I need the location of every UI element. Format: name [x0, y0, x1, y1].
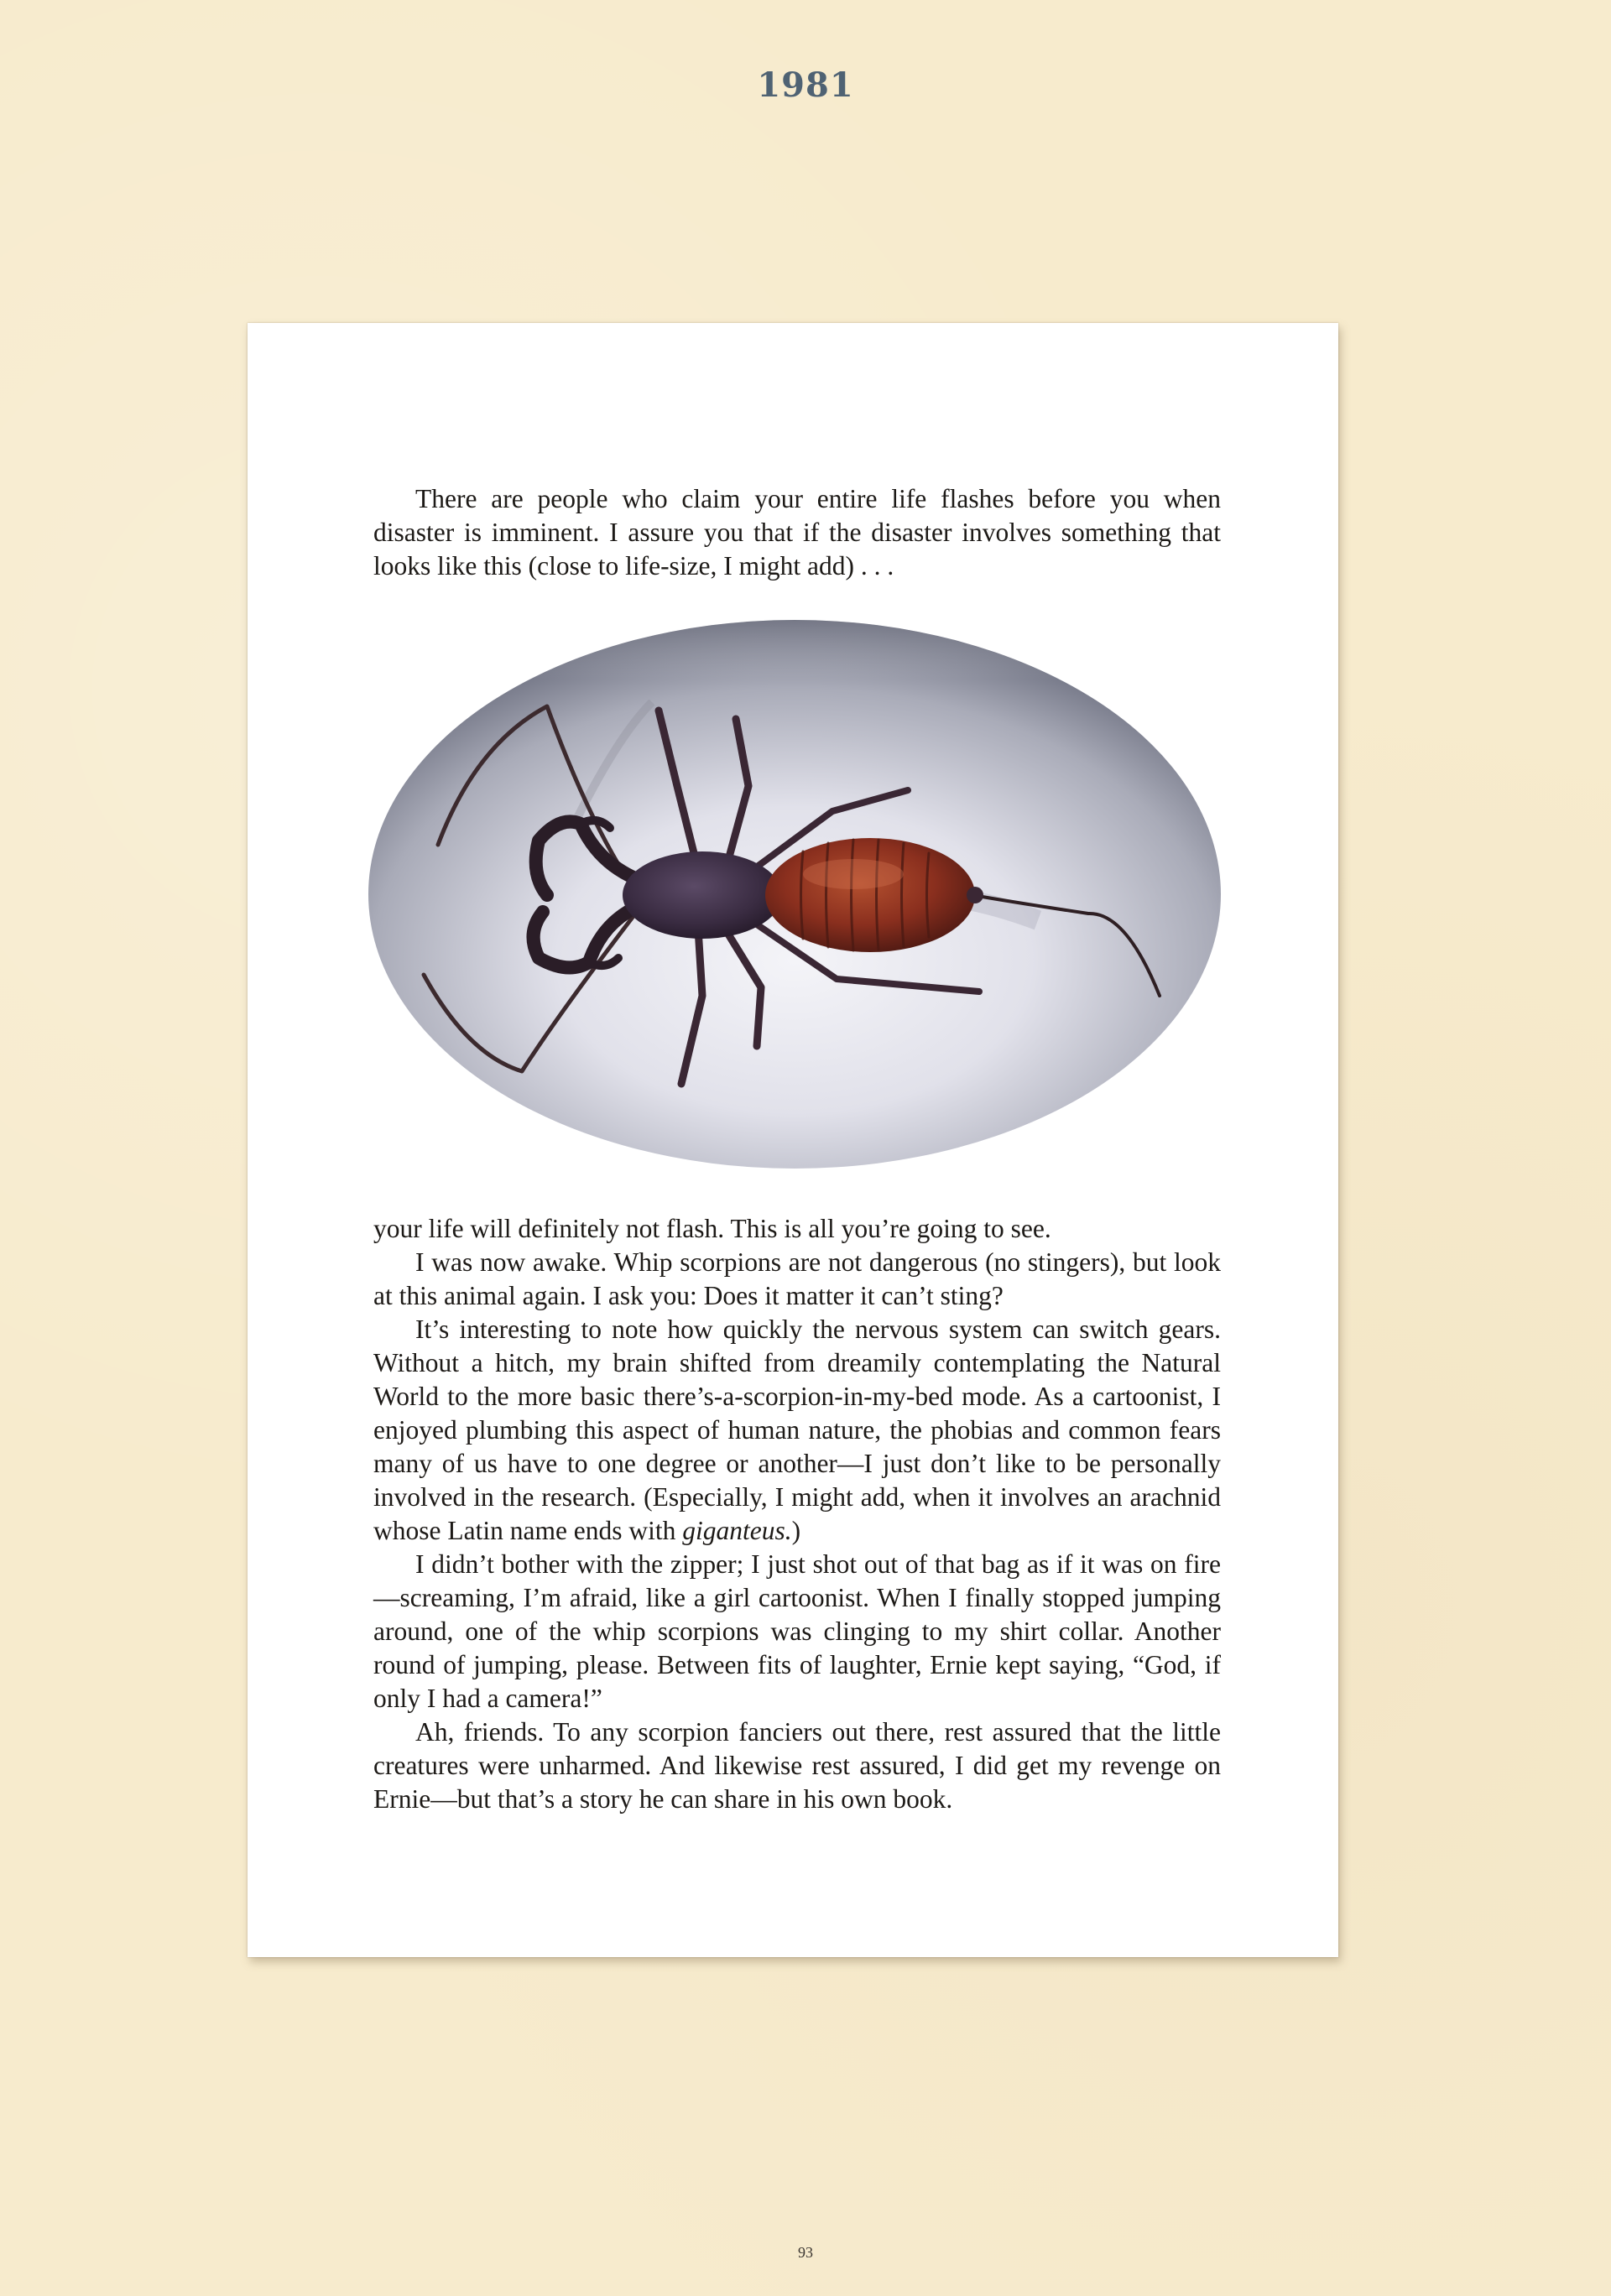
page-year-heading: 1981: [757, 65, 854, 105]
content-card: [248, 323, 1338, 1957]
intro-text: There are people who claim your entire life flashes before you when disaster is imminent. I assure you that if the disaster involves something that looks like this (close to life-size, I might add) . . .: [373, 484, 1221, 581]
whip-scorpion-photo: [367, 618, 1223, 1170]
body-paragraph-3: [373, 1313, 1221, 1548]
page-number: 93: [798, 2244, 813, 2261]
body-paragraph-4: I didn’t bother with the zipper; I just shot out of that bag as if it was on fire—screaming, I’m afraid, like a girl cartoonist. When I finally stopped jumping around, one of the whip scorpions was clinging to my shirt collar. Another round of jumping, please. Between fits of laughter, Ernie kept saying, “God, if only I had a camera!”: [373, 1549, 1221, 1713]
body-paragraph-5: Ah, friends. To any scorpion fanciers out there, rest assured that the little creatures were unharmed. And likewise rest assured, I did get my revenge on Ernie—but that’s a story he can share in his own book.: [373, 1717, 1221, 1814]
body-paragraph-3-close: ): [791, 1516, 801, 1545]
intro-paragraph: [373, 482, 1221, 583]
body-text: [373, 1212, 1221, 1816]
latin-name-emphasis: giganteus.: [682, 1516, 792, 1545]
body-paragraph-1: your life will definitely not flash. This is all you’re going to see.: [373, 1214, 1051, 1243]
body-paragraph-3-text: It’s interesting to note how quickly the nervous system can switch gears. Without a hitch, my brain shifted from dreamily contemplating the Natural World to the more basic there’s-a-scorpion-in-my-bed mode. As a cartoonist, I enjoyed plumbing this aspect of human nature, the phobias and common fears many of us have to one degree or another—I just don’t like to be personally involved in the research. (Especially, I might add, when it involves an arachnid whose Latin name ends with: [373, 1315, 1221, 1545]
cephalothorax: [623, 851, 782, 939]
abdomen: [765, 838, 975, 952]
body-paragraph-2: I was now awake. Whip scorpions are not dangerous (no stingers), but look at this animal again. I ask you: Does it matter it can’t sting?: [373, 1247, 1221, 1310]
